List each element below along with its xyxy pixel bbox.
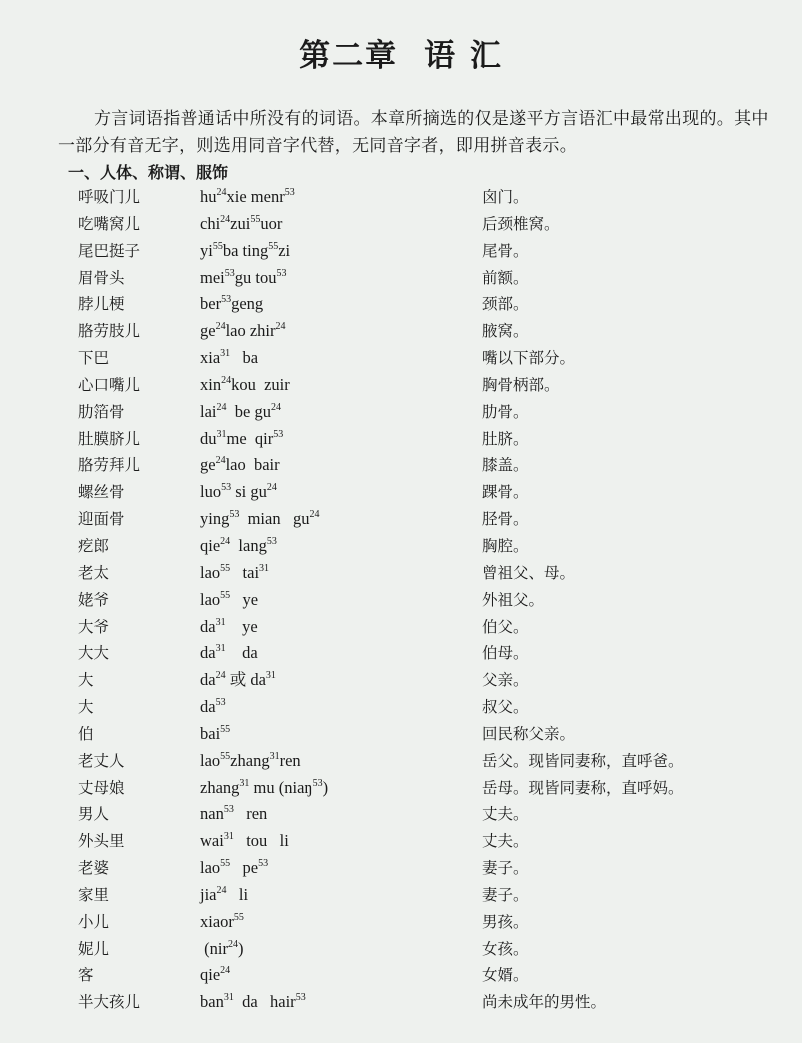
entry-pronunciation: jia$^{24}$ li xyxy=(200,884,249,904)
tone-number: 24 xyxy=(220,213,231,225)
entry-pronunciation: lao$^{55}$ tai$^{31}$ xyxy=(200,562,270,582)
tone-number: 31 xyxy=(223,831,234,843)
entry-gloss: 丈夫。 xyxy=(482,832,529,851)
section-heading: 一、人体、称谓、服饰 xyxy=(68,163,229,182)
entry-pronunciation: $da^{31}$ da xyxy=(200,643,258,663)
entry-pronunciation: $ge^{24}lao$ zhir$^{24}$ xyxy=(200,321,286,341)
entry-term: 肋箔骨 xyxy=(78,402,125,421)
entry-term: 下巴 xyxy=(78,349,110,368)
entry-pronunciation: lai$^{24}$ be $gu^{24}$ xyxy=(200,401,281,421)
tone-number: 53 xyxy=(229,509,240,521)
entry-pronunciation: xin$^{24}$kou zuir xyxy=(200,374,290,394)
entry-gloss: 岳父。现皆同妻称，直呼爸。 xyxy=(482,751,684,770)
entry-term: 胳劳拜儿 xyxy=(78,456,141,475)
glossary-entry xyxy=(0,184,802,211)
tone-number: 24 xyxy=(309,509,320,521)
entry-term: 肚膜脐儿 xyxy=(78,429,141,448)
tone-number: 55 xyxy=(220,723,231,735)
tone-number: 55 xyxy=(212,240,223,252)
glossary-entry xyxy=(0,265,802,292)
entry-gloss: 尾骨。 xyxy=(482,241,529,260)
entry-gloss: 叔父。 xyxy=(482,698,529,717)
tone-number: 53 xyxy=(221,482,232,494)
glossary-entry xyxy=(0,882,802,909)
tone-number: 24 xyxy=(216,884,227,896)
glossary-entry xyxy=(0,318,802,345)
glossary-entry xyxy=(0,748,802,775)
entry-term: 大 xyxy=(78,698,94,717)
tone-number: 53 xyxy=(258,858,269,870)
glossary-entry xyxy=(0,533,802,560)
entry-pronunciation: lao$^{55}$ $pe^{53}$ xyxy=(200,858,269,878)
tone-number: 24 xyxy=(270,401,281,413)
tone-number: 53 xyxy=(276,267,287,279)
entry-term: 小儿 xyxy=(78,912,110,931)
glossary-entry xyxy=(0,640,802,667)
entry-term: 老太 xyxy=(78,563,110,582)
tone-number: 24 xyxy=(220,535,231,547)
entry-pronunciation: zhang$^{31}$ mu (niaŋ$^{53}$) xyxy=(200,777,329,797)
glossary-entry xyxy=(0,828,802,855)
tone-number: 55 xyxy=(250,213,261,225)
entry-pronunciation: luo$^{53}$ si $gu^{24}$ xyxy=(200,482,277,502)
entry-gloss: 囟门。 xyxy=(482,188,529,206)
tone-number: 31 xyxy=(269,750,280,762)
glossary-entry xyxy=(0,506,802,533)
entry-term: 大 xyxy=(78,671,94,690)
entry-term: 螺丝骨 xyxy=(78,483,125,502)
entry-gloss: 前额。 xyxy=(482,268,529,287)
entry-term: 丈母娘 xyxy=(78,778,125,797)
entry-gloss: 腋窝。 xyxy=(482,322,529,341)
glossary-entry xyxy=(0,372,802,399)
glossary-entry xyxy=(0,667,802,694)
glossary-entry xyxy=(0,452,802,479)
entry-gloss: 男孩。 xyxy=(482,912,529,931)
glossary-entry xyxy=(0,936,802,963)
entry-pronunciation: chi$^{24}$zui$^{55}$uor xyxy=(200,213,283,233)
entry-term: 伯 xyxy=(78,724,94,743)
entry-gloss: 妻子。 xyxy=(482,859,529,878)
entry-pronunciation: qie$^{24}$ xyxy=(200,965,231,985)
glossary-entry xyxy=(0,855,802,882)
tone-number: 24 xyxy=(220,965,231,977)
entry-gloss: 妻子。 xyxy=(482,885,529,904)
entry-pronunciation: xia$^{31}$ ba xyxy=(200,348,259,368)
tone-number: 55 xyxy=(220,562,231,574)
glossary-entry xyxy=(0,614,802,641)
tone-number: 31 xyxy=(215,643,226,655)
tone-number: 53 xyxy=(273,428,284,440)
entry-term: 客 xyxy=(78,966,94,985)
glossary-entry xyxy=(0,801,802,828)
entry-term: 眉骨头 xyxy=(78,268,125,287)
entry-pronunciation: $da^{31}$ ye xyxy=(200,616,258,636)
glossary-entry xyxy=(0,211,802,238)
entry-term: 吃嘴窝儿 xyxy=(78,214,141,233)
entry-gloss: 岳母。现皆同妻称，直呼妈。 xyxy=(482,778,684,797)
tone-number: 55 xyxy=(220,750,231,762)
entry-gloss: 胫骨。 xyxy=(482,510,529,529)
tone-number: 53 xyxy=(215,697,226,709)
glossary-entry xyxy=(0,694,802,721)
entry-pronunciation: $ge^{24}lao$ bair xyxy=(200,455,280,475)
glossary-entry xyxy=(0,560,802,587)
entry-pronunciation: xiaor$^{55}$ xyxy=(200,911,244,931)
entry-gloss: 伯母。 xyxy=(482,644,529,663)
entry-gloss: 胸骨柄部。 xyxy=(482,375,560,394)
entry-pronunciation: mei$^{53}$gu tou$^{53}$ xyxy=(200,267,287,287)
entry-gloss: 伯父。 xyxy=(482,617,529,636)
tone-number: 24 xyxy=(215,670,226,682)
glossary-entry xyxy=(0,587,802,614)
tone-number: 55 xyxy=(220,858,231,870)
tone-number: 53 xyxy=(223,804,234,816)
tone-number: 24 xyxy=(216,187,227,198)
tone-number: 24 xyxy=(266,482,277,494)
entry-gloss: 女婿。 xyxy=(482,966,529,985)
entry-pronunciation: ban$^{31}$ da hair$^{53}$ xyxy=(200,992,306,1012)
entry-pronunciation: ber$^{53}$geng xyxy=(200,294,264,314)
tone-number: 55 xyxy=(233,911,244,923)
tone-number: 31 xyxy=(259,562,270,574)
entry-pronunciation: ying$^{53}$ mian $gu^{24}$ xyxy=(200,509,320,529)
entry-pronunciation: $da^{53}$ xyxy=(200,697,226,717)
tone-number: 24 xyxy=(227,938,238,950)
tone-number: 31 xyxy=(216,428,227,440)
entry-term: 大爷 xyxy=(78,617,110,636)
entry-term: 大大 xyxy=(78,644,110,663)
entry-pronunciation: $yi^{55}ba$ ting$^{55}$zi xyxy=(200,240,291,260)
tone-number: 31 xyxy=(265,670,276,682)
entry-gloss: 踝骨。 xyxy=(482,483,529,502)
chapter-name: 语 汇 xyxy=(424,38,503,74)
entry-term: 妮儿 xyxy=(78,939,110,958)
tone-number: 31 xyxy=(215,616,226,628)
tone-number: 24 xyxy=(216,401,227,413)
glossary-entry xyxy=(0,962,802,989)
glossary-entry xyxy=(0,775,802,802)
intro-paragraph: 方言词语指普通话中所没有的词语。本章所摘选的仅是遂平方言语汇中最常出现的。其中一部分有音无字，则选用同音字代替，无同音字者，即用拼音表示。 xyxy=(58,109,769,156)
entry-pronunciation: $hu^{24}xie$ menr$^{53}$ xyxy=(200,187,295,206)
entry-gloss: 外祖父。 xyxy=(482,590,545,609)
glossary-entry xyxy=(0,238,802,265)
tone-number: 55 xyxy=(268,240,279,252)
entry-gloss: 后颈椎窝。 xyxy=(482,214,560,233)
glossary-entry xyxy=(0,426,802,453)
glossary-entry xyxy=(0,479,802,506)
glossary-entry xyxy=(0,345,802,372)
chapter-title xyxy=(0,30,802,75)
tone-number: 53 xyxy=(224,267,235,279)
glossary-entry xyxy=(0,909,802,936)
tone-number: 31 xyxy=(239,777,250,789)
tone-number: 24 xyxy=(215,321,226,333)
tone-number: 53 xyxy=(284,187,295,198)
entry-pronunciation: nan$^{53}$ ren xyxy=(200,804,268,824)
entry-term: 男人 xyxy=(78,805,110,824)
entry-term: 半大孩儿 xyxy=(78,993,141,1012)
entry-pronunciation: wai$^{31}$ tou li xyxy=(200,831,289,851)
tone-number: 24 xyxy=(221,374,232,386)
entry-gloss: 回民称父亲。 xyxy=(482,724,576,743)
glossary-entry xyxy=(0,989,802,1016)
chapter-number: 第二章 xyxy=(299,38,399,74)
entry-term: 老婆 xyxy=(78,859,110,878)
entry-term: 胳劳肢儿 xyxy=(78,322,141,341)
entry-pronunciation: lao$^{55}$zhang$^{31}$ren xyxy=(200,750,301,770)
entry-pronunciation: $da^{24}$ 或 $da^{31}$ xyxy=(200,670,276,690)
glossary-list xyxy=(0,184,802,1016)
entry-gloss: 父亲。 xyxy=(482,671,529,690)
entry-term: 外头里 xyxy=(78,832,125,851)
tone-number: 31 xyxy=(223,992,234,1004)
entry-gloss: 尚未成年的男性。 xyxy=(482,993,607,1012)
entry-gloss: 曾祖父、母。 xyxy=(482,563,576,582)
entry-gloss: 嘴以下部分。 xyxy=(482,349,576,368)
entry-pronunciation: lao$^{55}$ ye xyxy=(200,589,259,609)
entry-term: 尾巴挺子 xyxy=(78,241,141,260)
glossary-entry xyxy=(0,291,802,318)
glossary-entry xyxy=(0,721,802,748)
tone-number: 24 xyxy=(215,455,226,467)
entry-gloss: 肚脐。 xyxy=(482,429,529,448)
tone-number: 31 xyxy=(220,348,231,360)
entry-term: 姥爷 xyxy=(78,590,110,609)
entry-term: 疙郎 xyxy=(78,536,110,555)
tone-number: 55 xyxy=(220,589,231,601)
entry-gloss: 肋骨。 xyxy=(482,402,529,421)
tone-number: 53 xyxy=(312,777,323,789)
entry-pronunciation: qie$^{24}$ lang$^{53}$ xyxy=(200,535,277,555)
entry-term: 老丈人 xyxy=(78,751,125,770)
glossary-entry xyxy=(0,399,802,426)
entry-term: 呼吸门儿 xyxy=(78,188,141,206)
entry-gloss: 胸腔。 xyxy=(482,536,529,555)
entry-gloss: 女孩。 xyxy=(482,939,529,958)
entry-term: 脖儿梗 xyxy=(78,295,125,314)
entry-gloss: 膝盖。 xyxy=(482,456,529,475)
entry-gloss: 颈部。 xyxy=(482,295,529,314)
entry-pronunciation: $du^{31}me$ qir$^{53}$ xyxy=(200,428,284,448)
entry-gloss: 丈夫。 xyxy=(482,805,529,824)
entry-pronunciation: (nir$^{24}$) xyxy=(200,938,244,958)
entry-term: 心口嘴儿 xyxy=(78,375,141,394)
entry-pronunciation: bai$^{55}$ xyxy=(200,723,231,743)
entry-term: 家里 xyxy=(78,885,110,904)
tone-number: 53 xyxy=(295,992,306,1004)
tone-number: 53 xyxy=(221,294,232,306)
entry-term: 迎面骨 xyxy=(78,510,125,529)
tone-number: 24 xyxy=(275,321,286,333)
tone-number: 53 xyxy=(266,535,277,547)
